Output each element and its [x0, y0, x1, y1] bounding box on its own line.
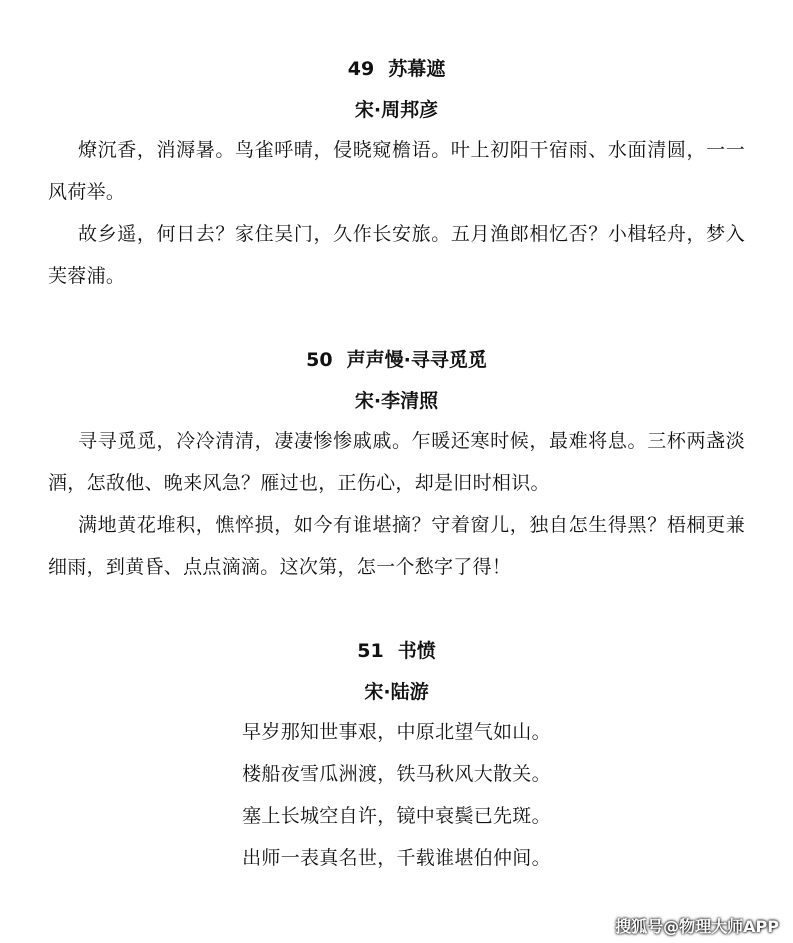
poem-paragraph: 寻寻觅觅，冷冷清清，凄凄惨惨戚戚。乍暖还寒时候，最难将息。三杯两盏淡酒，怎敌他、晚来风急？雁过也，正伤心，却是旧时相识。	[48, 430, 745, 494]
poem-line: 楼船夜雪瓜洲渡，铁马秋风大散关。	[242, 763, 551, 785]
poem-title-text: 苏幕遮	[388, 58, 446, 80]
poem-lines	[0, 711, 793, 879]
poem-author: 宋·李清照	[354, 390, 439, 412]
poem-paragraph: 故乡遥，何日去？家住吴门，久作长安旅。五月渔郎相忆否？小楫轻舟，梦入芙蓉浦。	[48, 223, 745, 287]
poem-number: 51	[357, 640, 384, 662]
poem-author: 宋·周邦彦	[354, 99, 439, 121]
poem-49	[0, 56, 793, 297]
poem-paragraph: 满地黄花堆积，憔悴损，如今有谁堪摘？守着窗儿，独自怎生得黑？梧桐更兼细雨，到黄昏、点点滴滴。这次第，怎一个愁字了得！	[48, 514, 745, 578]
poem-number: 49	[347, 58, 375, 80]
watermark: 搜狐号@物理大师APP	[615, 917, 779, 936]
poem-number: 50	[306, 349, 333, 371]
poem-51	[0, 638, 793, 879]
poem-title	[0, 347, 793, 373]
poem-50	[0, 347, 793, 588]
poem-line: 早岁那知世事艰，中原北望气如山。	[242, 721, 551, 743]
poem-title-text: 书愤	[397, 640, 436, 662]
poem-title-text: 声声慢·寻寻觅觅	[346, 349, 487, 371]
poem-author: 宋·陆游	[364, 681, 429, 703]
poem-title	[0, 638, 793, 664]
poem-title	[0, 56, 793, 82]
poem-line: 塞上长城空自许，镜中衰鬓已先斑。	[242, 805, 551, 827]
poem-paragraph: 燎沉香，消溽暑。鸟雀呼晴，侵晓窥檐语。叶上初阳干宿雨、水面清圆，一一风荷举。	[48, 139, 745, 203]
poem-line: 出师一表真名世，千载谁堪伯仲间。	[242, 847, 551, 869]
